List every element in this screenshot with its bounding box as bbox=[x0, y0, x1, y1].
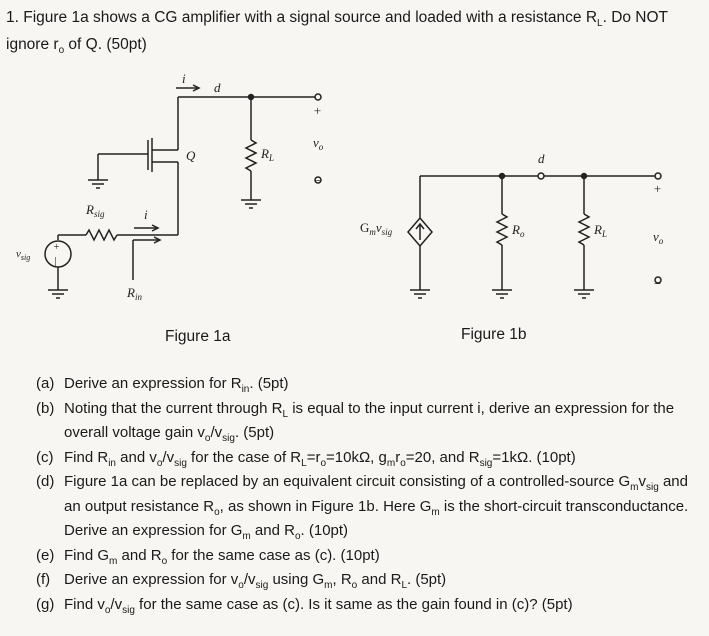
part-text: Figure 1a can be replaced by an equivalent circuit consisting of a controlled-source $G_mv_{sig}$ and an output resistance $R_o$, as shown in Figure 1b. Here $G_m$ is the short-circuit transconductance. Derive an expression for $G_m$ and $R_o$. (10pt) bbox=[64, 473, 689, 542]
fig1a-label-vo: $v_o$ bbox=[313, 135, 324, 152]
part-text: Noting that the current through $R_L$ is equal to the input current i, derive an expression for the overall voltage gain $v_o/v_{sig}$. (5pt) bbox=[64, 399, 675, 444]
figure-1b-circuit bbox=[408, 173, 661, 298]
question-part-5 bbox=[36, 568, 706, 593]
figure-1b-caption: Figure 1b bbox=[461, 326, 527, 343]
fig1a-label-i-top: i bbox=[182, 71, 186, 86]
figure-1a-circuit bbox=[45, 85, 321, 298]
fig1a-label-rin: $R_{in}$ bbox=[127, 285, 142, 302]
question-part-0 bbox=[36, 372, 706, 397]
fig1a-label-rsig: $R_{sig}$ bbox=[86, 202, 105, 219]
question-part-1 bbox=[36, 397, 706, 446]
part-label: (f) bbox=[36, 571, 51, 588]
part-label: (e) bbox=[36, 546, 55, 564]
question-part-6 bbox=[36, 593, 706, 618]
fig1b-label-plus: + bbox=[653, 181, 662, 196]
part-label: (a) bbox=[36, 375, 55, 392]
fig1b-label-gmvsig: $G_mv_{sig}$ bbox=[360, 220, 393, 237]
part-text: Derive an expression for $R_{in}$. (5pt) bbox=[64, 375, 289, 395]
fig1b-label-ro: $R_o$ bbox=[512, 222, 525, 239]
question-parts-list bbox=[36, 372, 706, 617]
fig1a-label-i-mid: i bbox=[144, 207, 148, 222]
part-label: (g) bbox=[36, 595, 55, 613]
svg-text:+: + bbox=[53, 242, 60, 253]
question-part-4 bbox=[36, 544, 706, 569]
fig1a-label-minus: − bbox=[313, 173, 322, 188]
part-label: (d) bbox=[36, 473, 55, 490]
fig1a-label-q: Q bbox=[186, 148, 196, 163]
fig1b-label-minus: − bbox=[653, 276, 662, 291]
question-part-2 bbox=[36, 446, 706, 471]
fig1a-label-rl: $R_L$ bbox=[261, 146, 274, 163]
fig1b-label-vo: $v_o$ bbox=[653, 229, 664, 246]
question-sub-1: L bbox=[597, 18, 603, 30]
part-text: Find $R_{in}$ and $v_o/v_{sig}$ for the case of $R_L=r_o=10k\Omega$, $g_mr_o=20$, and $R_{sig}=1k\Omega$. (10pt) bbox=[64, 448, 576, 469]
part-label: (c) bbox=[36, 448, 54, 466]
question-text-2: . Do NOT ignore r bbox=[6, 9, 668, 53]
figure-1a-caption: Figure 1a bbox=[165, 328, 231, 345]
question-text-1: 1. Figure 1a shows a CG amplifier with a signal source and loaded with a resistance R bbox=[6, 9, 598, 26]
svg-text:|: | bbox=[54, 255, 58, 267]
fig1a-label-plus: + bbox=[313, 103, 322, 118]
part-text: Find $G_m$ and $R_o$ for the same case as (c). (10pt) bbox=[64, 546, 380, 567]
question-sub-2: o bbox=[58, 45, 65, 57]
part-label: (b) bbox=[36, 399, 55, 417]
part-text: Derive an expression for $v_o/v_{sig}$ using $G_m$, $R_o$ and $R_L$. (5pt) bbox=[64, 571, 447, 591]
question-part-3 bbox=[36, 470, 706, 544]
fig1a-label-vsig: $v_{sig}$ bbox=[16, 248, 31, 262]
fig1b-label-d: d bbox=[538, 151, 545, 166]
question-text-3: of Q. (50pt) bbox=[64, 36, 147, 53]
part-text: Find $v_o/v_{sig}$ for the same case as (c). Is it same as the gain found in (c)? (5pt) bbox=[64, 595, 573, 616]
fig1b-label-rl: $R_L$ bbox=[594, 222, 607, 239]
fig1a-label-d: d bbox=[214, 80, 221, 95]
